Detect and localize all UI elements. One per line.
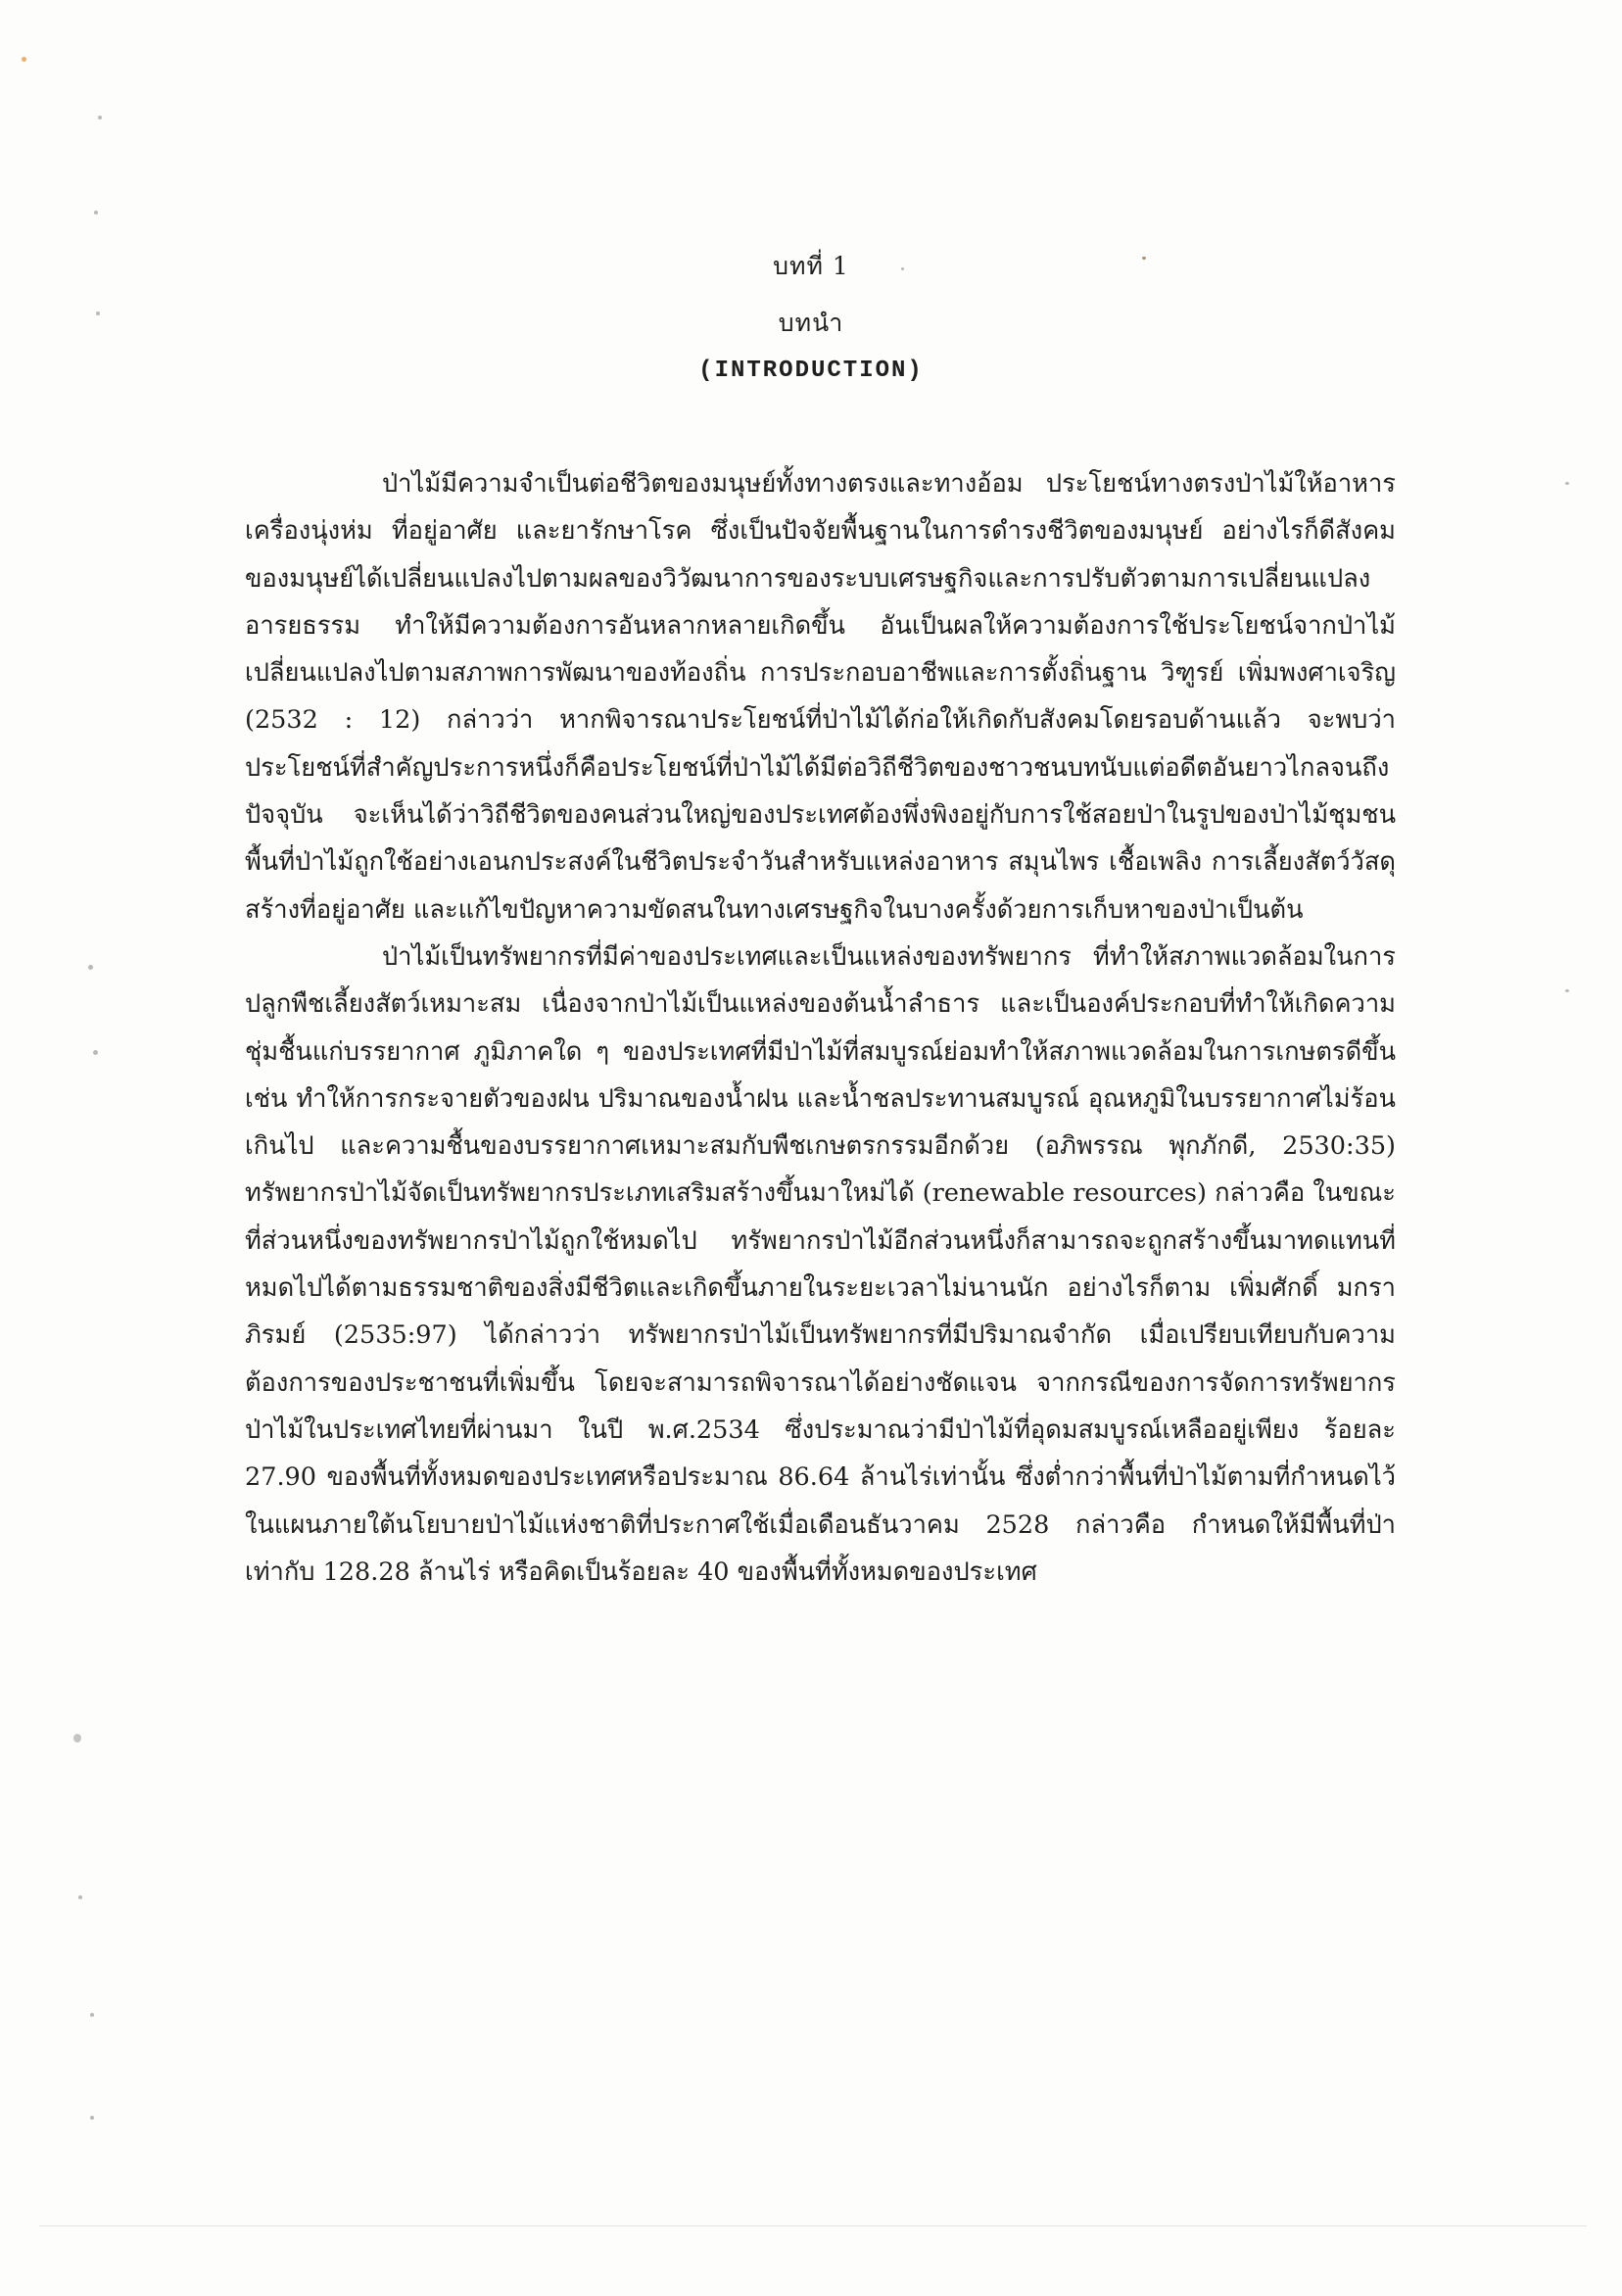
scan-speck bbox=[94, 211, 98, 215]
chapter-english-title: (INTRODUCTION) bbox=[698, 358, 924, 384]
scan-speck bbox=[93, 1050, 98, 1055]
scan-speck bbox=[1142, 257, 1146, 260]
scan-edge-line bbox=[39, 2225, 1587, 2226]
chapter-heading: บทที่ 1 bbox=[773, 252, 849, 280]
scan-speck bbox=[22, 57, 26, 62]
scan-speck bbox=[1565, 482, 1569, 485]
scan-speck bbox=[1565, 989, 1569, 992]
body-text bbox=[245, 460, 1396, 1596]
scan-speck bbox=[98, 116, 102, 120]
scan-speck bbox=[90, 2116, 94, 2120]
scan-speck bbox=[90, 2013, 94, 2017]
scan-speck bbox=[96, 311, 100, 315]
scan-speck bbox=[901, 267, 904, 270]
scan-speck bbox=[78, 1895, 82, 1899]
chapter-title: บทนำ bbox=[778, 309, 844, 337]
paragraph-2: ป่าไม้เป็นทรัพยากรที่มีค่าของประเทศและเป็นแหล่งของทรัพยากร ที่ทำให้สภาพแวดล้อมในการปลูกพืชเลี้ยงสัตว์เหมาะสม เนื่องจากป่าไม้เป็นแหล่งของต้นน้ำลำธาร และเป็นองค์ประกอบที่ทำให้เกิดความชุ่มชื้นแก่บรรยากาศ ภูมิภาคใด ๆ ของประเทศที่มีป่าไม้ที่สมบูรณ์ย่อมทำให้สภาพแวดล้อมในการเกษตรดีขึ้น เช่น ทำให้การกระจายตัวของฝน ปริมาณของน้ำฝน และน้ำชลประทานสมบูรณ์ อุณหภูมิในบรรยากาศไม่ร้อนเกินไป และความชื้นของบรรยากาศเหมาะสมกับพืชเกษตรกรรมอีกด้วย (อภิพรรณ พุกภักดี, 2530:35) ทรัพยากรป่าไม้จัดเป็นทรัพยากรประเภทเสริมสร้างขึ้นมาใหม่ได้ (renewable resources) กล่าวคือ ในขณะที่ส่วนหนึ่งของทรัพยากรป่าไม้ถูกใช้หมดไป ทรัพยากรป่าไม้อีกส่วนหนึ่งก็สามารถจะถูกสร้างขึ้นมาทดแทนที่หมดไปได้ตามธรรมชาติของสิ่งมีชีวิตและเกิดขึ้นภายในระยะเวลาไม่นานนัก อย่างไรก็ตาม เพิ่มศักดิ์ มกราภิรมย์ (2535:97) ได้กล่าวว่า ทรัพยากรป่าไม้เป็นทรัพยากรที่มีปริมาณจำกัด เมื่อเปรียบเทียบกับความต้องการของประชาชนที่เพิ่มขึ้น โดยจะสามารถพิจารณาได้อย่างชัดแจน จากกรณีของการจัดการทรัพยากรป่าไม้ในประเทศไทยที่ผ่านมา ในปี พ.ศ.2534 ซึ่งประมาณว่ามีป่าไม้ที่อุดมสมบูรณ์เหลืออยู่เพียง ร้อยละ 27.90 ของพื้นที่ทั้งหมดของประเทศหรือประมาณ 86.64 ล้านไร่เท่านั้น ซึ่งต่ำกว่าพื้นที่ป่าไม้ตามที่กำหนดไว้ในแผนภายใต้นโยบายป่าไม้แห่งชาติที่ประกาศใช้เมื่อเดือนธันวาคม 2528 กล่าวคือ กำหนดให้มีพื้นที่ป่าเท่ากับ 128.28 ล้านไร่ หรือคิดเป็นร้อยละ 40 ของพื้นที่ทั้งหมดของประเทศ bbox=[245, 941, 1396, 1587]
paragraph-1: ป่าไม้มีความจำเป็นต่อชีวิตของมนุษย์ทั้งทางตรงและทางอ้อม ประโยชน์ทางตรงป่าไม้ให้อาหาร เครื่องนุ่งห่ม ที่อยู่อาศัย และยารักษาโรค ซึ่งเป็นปัจจัยพื้นฐานในการดำรงชีวิตของมนุษย์ อย่างไรก็ดีสังคมของมนุษย์ได้เปลี่ยนแปลงไปตามผลของวิวัฒนาการของระบบเศรษฐกิจและการปรับตัวตามการเปลี่ยนแปลงอารยธรรม ทำให้มีความต้องการอันหลากหลายเกิดขึ้น อันเป็นผลให้ความต้องการใช้ประโยชน์จากป่าไม้เปลี่ยนแปลงไปตามสภาพการพัฒนาของท้องถิ่น การประกอบอาชีพและการตั้งถิ่นฐาน วิฑูรย์ เพิ่มพงศาเจริญ (2532 : 12) กล่าวว่า หากพิจารณาประโยชน์ที่ป่าไม้ได้ก่อให้เกิดกับสังคมโดยรอบด้านแล้ว จะพบว่าประโยชน์ที่สำคัญประการหนึ่งก็คือประโยชน์ที่ป่าไม้ได้มีต่อวิถีชีวิตของชาวชนบทนับแต่อดีตอันยาวไกลจนถึงปัจจุบัน จะเห็นได้ว่าวิถีชีวิตของคนส่วนใหญ่ของประเทศต้องพึ่งพิงอยู่กับการใช้สอยป่าในรูปของป่าไม้ชุมชน พื้นที่ป่าไม้ถูกใช้อย่างเอนกประสงค์ในชีวิตประจำวันสำหรับแหล่งอาหาร สมุนไพร เชื้อเพลิง การเลี้ยงสัตว์วัสดุสร้างที่อยู่อาศัย และแก้ไขปัญหาความขัดสนในทางเศรษฐกิจในบางครั้งด้วยการเก็บหาของป่าเป็นต้น bbox=[245, 469, 1396, 925]
scan-speck bbox=[73, 1734, 81, 1743]
scan-speck bbox=[88, 965, 93, 970]
